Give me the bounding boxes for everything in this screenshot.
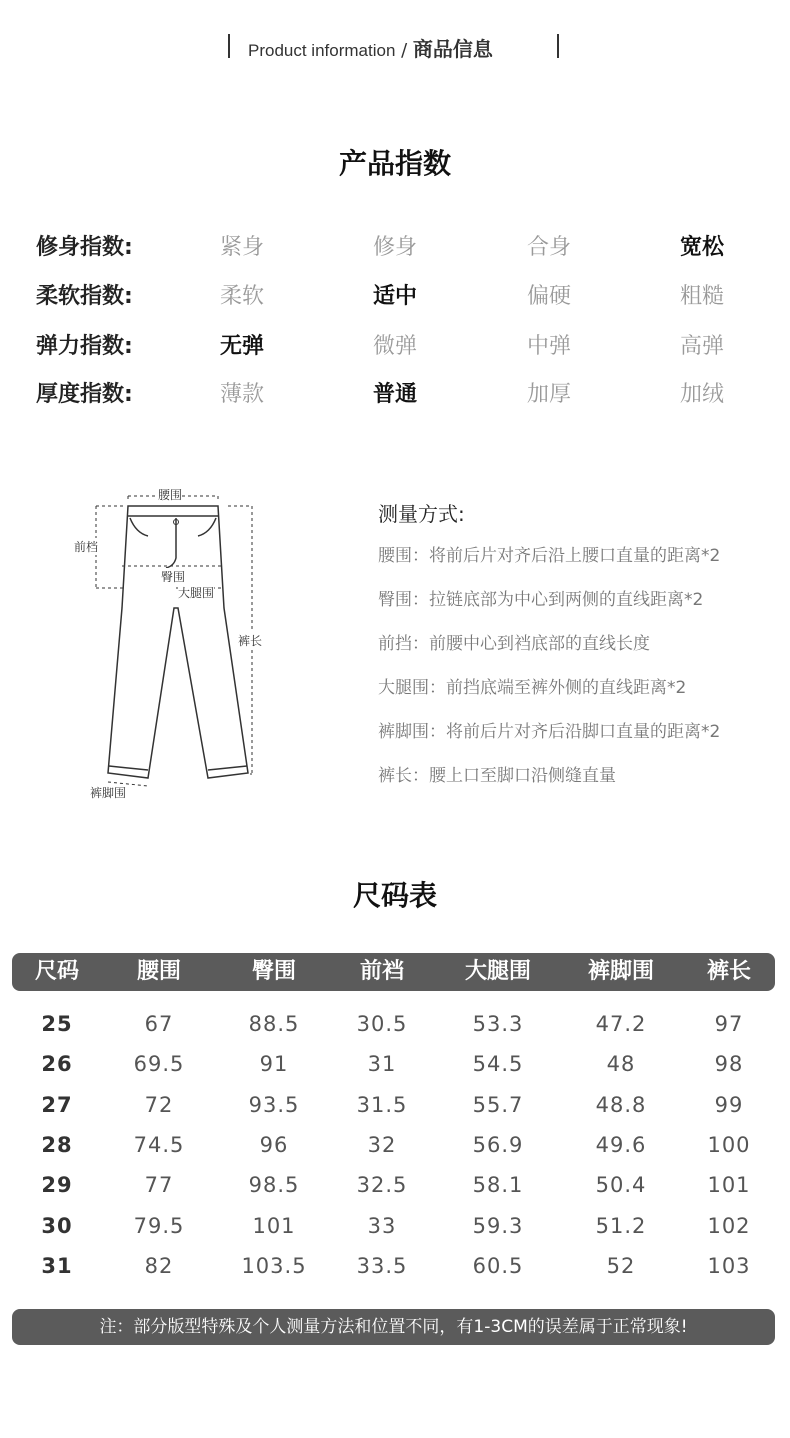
measurement-cell: 30.5 <box>356 1012 408 1036</box>
index-option: 加厚 <box>527 382 572 407</box>
measurement-cell: 82 <box>144 1253 174 1278</box>
measurement-cell: 53.3 <box>472 1012 524 1036</box>
measurement-cell: 47.2 <box>595 1012 647 1036</box>
measurement-cell: 96 <box>259 1132 289 1157</box>
index-option-selected: 普通 <box>373 382 418 407</box>
measurement-item: 臀围：拉链底部为中心到两侧的直线距离*2 <box>378 590 704 610</box>
measurement-cell: 98 <box>714 1052 744 1077</box>
measurement-cell: 97 <box>714 1012 744 1036</box>
header-text <box>248 33 493 62</box>
measurement-cell: 32.5 <box>356 1173 408 1198</box>
measurement-cell: 102 <box>707 1213 751 1238</box>
table-row <box>0 1004 790 1044</box>
index-option: 偏硬 <box>527 284 572 309</box>
size-table-header-cell: 臀围 <box>251 959 296 984</box>
measurement-item: 裤脚围：将前后片对齐后沿脚口直量的距离*2 <box>378 722 721 742</box>
measurement-cell: 101 <box>707 1173 751 1198</box>
diagram-label-thigh: 大腿围 <box>178 586 215 600</box>
index-label: 厚度指数: <box>36 382 133 407</box>
measurement-cell: 52 <box>606 1253 636 1278</box>
header-divider-right <box>557 34 559 58</box>
measurement-cell: 48.8 <box>595 1092 647 1117</box>
index-option: 修身 <box>373 235 418 260</box>
index-section-title: 产品指数 <box>338 147 451 180</box>
index-option: 中弹 <box>527 334 572 359</box>
diagram-label-hem: 裤脚围 <box>90 786 127 800</box>
measurement-cell: 72 <box>144 1092 174 1117</box>
size-table-header-cell: 尺码 <box>34 959 79 984</box>
measurement-cell: 49.6 <box>595 1132 647 1157</box>
measurement-item: 裤长：腰上口至脚口沿侧缝直量 <box>378 766 616 786</box>
measurement-title: 测量方式: <box>378 502 465 526</box>
measurement-cell: 50.4 <box>595 1173 647 1198</box>
header-title-en: Product information <box>248 41 396 60</box>
size-table-title: 尺码表 <box>352 879 437 912</box>
measurement-cell: 103 <box>707 1253 751 1278</box>
index-row <box>0 226 790 266</box>
measurement-cell: 79.5 <box>133 1213 185 1238</box>
pants-diagram <box>66 478 276 808</box>
measurement-cell: 67 <box>144 1012 174 1036</box>
measurement-cell: 31 <box>367 1052 397 1077</box>
size-cell: 29 <box>41 1173 73 1198</box>
size-table-header-cell: 腰围 <box>136 959 181 984</box>
measurement-cell: 54.5 <box>472 1052 524 1077</box>
size-cell: 25 <box>41 1012 73 1036</box>
measurement-cell: 88.5 <box>248 1012 300 1036</box>
index-option: 高弹 <box>680 334 725 359</box>
diagram-label-length: 裤长 <box>238 634 263 648</box>
index-option: 薄款 <box>220 382 265 407</box>
table-row <box>0 1246 790 1286</box>
measurement-cell: 101 <box>252 1213 296 1238</box>
measurement-cell: 60.5 <box>472 1253 524 1278</box>
index-option-selected: 宽松 <box>680 235 725 260</box>
note-bar: 注：部分版型特殊及个人测量方法和位置不同，有1-3CM的误差属于正常现象! <box>12 1309 775 1345</box>
measurement-cell: 33.5 <box>356 1253 408 1278</box>
measurement-cell: 32 <box>367 1132 397 1157</box>
measurement-cell: 77 <box>144 1173 174 1198</box>
size-cell: 26 <box>41 1052 73 1077</box>
table-row <box>0 1125 790 1165</box>
measurement-cell: 33 <box>367 1213 397 1238</box>
header-divider-left <box>228 34 230 58</box>
index-option-selected: 适中 <box>373 284 418 309</box>
index-label: 柔软指数: <box>36 284 133 309</box>
index-option: 紧身 <box>220 235 265 260</box>
size-table-header-cell: 裤脚围 <box>587 959 654 984</box>
index-option: 加绒 <box>680 382 725 407</box>
size-table-header-cell: 裤长 <box>706 959 751 984</box>
measurement-item: 大腿围：前挡底端至裤外侧的直线距离*2 <box>378 678 687 698</box>
measurement-cell: 59.3 <box>472 1213 524 1238</box>
table-row <box>0 1206 790 1246</box>
measurement-cell: 31.5 <box>356 1092 408 1117</box>
index-option: 微弹 <box>373 334 418 359</box>
page-header <box>0 30 790 62</box>
measurement-cell: 55.7 <box>472 1092 524 1117</box>
index-option: 柔软 <box>220 284 265 309</box>
header-separator: / <box>395 40 413 61</box>
diagram-label-front-rise: 前档 <box>74 540 99 554</box>
diagram-label-hip: 臀围 <box>161 570 186 584</box>
index-row <box>0 275 790 315</box>
measurement-cell: 58.1 <box>472 1173 524 1198</box>
index-row <box>0 373 790 413</box>
size-cell: 28 <box>41 1132 73 1157</box>
measurement-cell: 98.5 <box>248 1173 300 1198</box>
index-label: 弹力指数: <box>36 334 133 359</box>
size-table-header-cell: 前裆 <box>359 959 404 984</box>
measurement-cell: 91 <box>259 1052 289 1077</box>
size-cell: 30 <box>41 1213 73 1238</box>
index-row <box>0 325 790 365</box>
index-option-selected: 无弹 <box>220 334 265 359</box>
measurement-item: 前挡：前腰中心到裆底部的直线长度 <box>378 634 650 654</box>
measurement-cell: 56.9 <box>472 1132 524 1157</box>
table-row <box>0 1044 790 1084</box>
measurement-cell: 93.5 <box>248 1092 300 1117</box>
measurement-cell: 100 <box>707 1132 751 1157</box>
measurement-cell: 69.5 <box>133 1052 185 1077</box>
measurement-cell: 51.2 <box>595 1213 647 1238</box>
size-table-header-cell: 大腿围 <box>464 959 531 984</box>
diagram-label-waist: 腰围 <box>158 488 183 502</box>
measurement-cell: 99 <box>714 1092 744 1117</box>
size-cell: 31 <box>41 1253 73 1278</box>
measurement-item: 腰围：将前后片对齐后沿上腰口直量的距离*2 <box>378 546 721 566</box>
index-option: 合身 <box>527 235 572 260</box>
size-cell: 27 <box>41 1092 73 1117</box>
header-title-zh: 商品信息 <box>412 37 493 61</box>
measurement-cell: 74.5 <box>133 1132 185 1157</box>
measurement-cell: 103.5 <box>241 1253 307 1278</box>
measurement-cell: 48 <box>606 1052 636 1077</box>
index-option: 粗糙 <box>680 284 725 309</box>
index-label: 修身指数: <box>36 235 133 260</box>
table-row <box>0 1085 790 1125</box>
table-row <box>0 1165 790 1205</box>
